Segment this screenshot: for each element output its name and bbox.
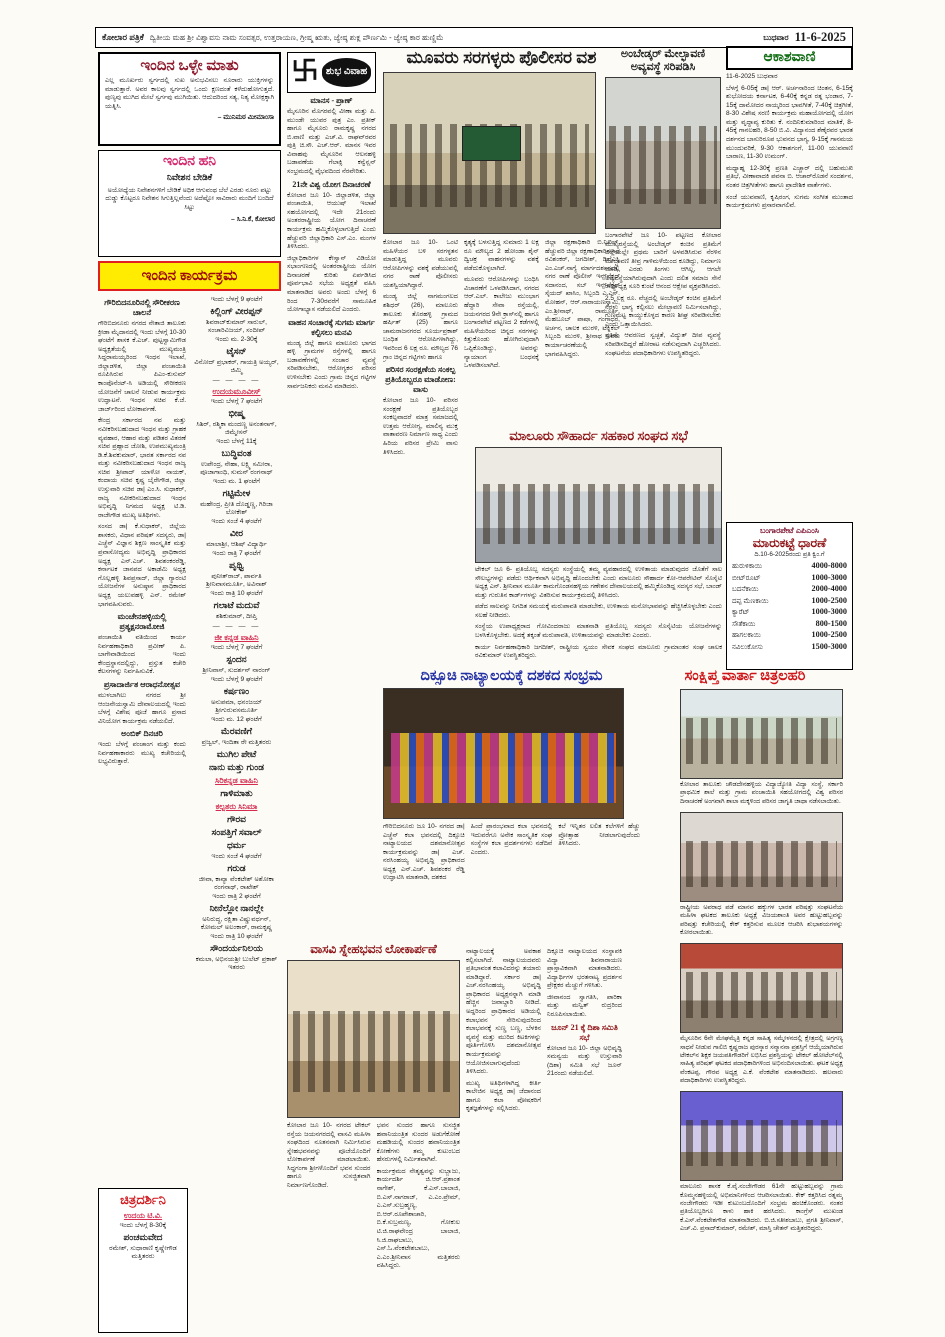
commodity-name: ಕ್ಯಾರೆಟ್ [732,609,750,616]
paper-name: ಕೋಲಾರ ಪತ್ರಿಕೆ [102,32,144,42]
listing-line: ಬುದ್ಧಿವಂತ [221,448,252,458]
almanac-line: ದ್ವಿತೀಯ ಮಹ ಶ್ರೀ ವಿಶ್ವಾವಸು ನಾಮ ಸಂವತ್ಸರ, ಉತ್ತರಾಯಣ, ಗ್ರೀಷ್ಮ ಋತು, ಜ್ಯೇಷ್ಠ ಶುಕ್ಲ ಪೌರ್ಣಮಿ - ಜ್ಯೇಷ್ಠ ಕಾರ ಹುಣ್ಣಿಮೆ [149,32,444,42]
listing-line: ರಮೇಶ್, ಸುಧಾರಾಣಿ ಕೃಷ್ಣೇಗೌಡ ಮತ್ತಿತರರು [109,1245,177,1260]
commodity-price-range: 1000-3000 [811,572,847,582]
swastika-icon [292,57,318,88]
good-words-box [98,52,281,146]
commodity-price-range: 1000-2500 [811,595,847,605]
listing-line: ಇಂದು ಸಂಜೆ 4 ಘಂಟೆಗೆ [211,518,262,525]
photo-caption: ಮೈಸೂರಿನ 6ನೇ ಮೇಘಮೈತ್ರಿ ಕನ್ನಡ ಸಾಹಿತ್ಯ ಸಮ್ಮೇಳನದಲ್ಲಿ ಕ್ಷೇತ್ರದಲ್ಲಿ ಅಗ್ರಗಣ್ಯ ಸಾಧನೆ ನೀಡುವ ಗಾಲಿಬಿ ಕೃಷ್ಣರಾಜ ಪುರಸ್ಕಾರ ಸನ್ಮಾನನಾ ಪ್ರಶಸ್ತಿಗೆ ಆಯ್ಕೆಯಾಗಿರುವ ಟೇಕಲ್‌ನ ಶಿಕ್ಷಕ ಜಯಪತಿಗೌಡರಿಗೆ ಲಭಿಸಿದ ಪ್ರಶಸ್ತಿಯನ್ನು ಟೇಕಲ್ ಹೋಟೆಲ್‌ನಲ್ಲಿ ಸಾಹಿತ್ಯ ಪರಿಷತ್ ಘಟಕದ ಪದಾಧಿಕಾರಿಗಳಿಂದ ಅಭಿನಂದಿಸಲಾಯಿತು. ಘಟಕ ಅಧ್ಯಕ್ಷ ವೆಂಕಟಪ್ಪ, ಗೌರವ ಅಧ್ಯಕ್ಷ ಎ.ಕೆ. ವೆಂಕಟೇಶ ಮಾತನಾಡಿದರು. ಹಲವಾರು ಪದಾಧಿಕಾರಿಗಳು ಉಪಸ್ಥಿತರಿದ್ದರು. [680,1035,843,1084]
article-heading: ಅಂಬಿಕ್ ದಿನಚರಿ [121,729,163,739]
radio-programme-line: ಸಂಜೆ ಯುವವಾಣಿ, ಕೃಷಿರಂಗ, ಸುಗಮ ಸಂಗೀತ ಮುಂತಾದ ಕಾರ್ಯಕ್ರಮಗಳು ಪ್ರಸಾರವಾಗಲಿವೆ. [726,193,853,210]
article-item [547,948,622,991]
programme-banner [98,261,281,291]
listing-line: ಮೆರವಣಿಗೆ [220,726,253,736]
listing-line: ಇಂದು ರಾತ್ರಿ 10 ಘಂಟೆಗೆ [210,933,263,940]
issue-date: 11-6-2025 [794,30,846,44]
article-paragraph: ಪಡೆದ ಸಾಲವನ್ನು ನಿಗದಿತ ಸಮಯಕ್ಕೆ ಮರುಪಾವತಿ ಮಾಡಬೇಕು, ಉಳಿತಾಯ ಮನೋಭಾವವನ್ನು ಹೆಚ್ಚಿಸಿಕೊಳ್ಳಬೇಕು ಎಂದು ಸಲಹೆ ನೀಡಿದರು. [475,603,722,619]
lower-col1 [466,948,541,1334]
dikshuchi-col2 [471,823,553,931]
article-item [383,397,458,457]
listing-line: ಕಿಲ್ಲಿಂಗ್ ವೀರಪ್ಪನ್ [210,306,263,316]
commodity-name: ನವಿಲುಕೋಸು [732,643,764,651]
article-item [98,298,186,318]
listing-line: ಶಶಿಕುಮಾರ್, ದೀಪ್ತಿ [215,613,258,620]
listing-line: ಇಂದು ರಾತ್ರಿ 2 ಘಂಟೆಗೆ [212,893,261,900]
photo-caption: ಮಾಲೂರು ಶಾಸಕ ಕೆ.ವೈ.ನಂಜೇಗೌಡರ 61ನೇ ಹುಟ್ಟುಹಬ್ಬವನ್ನು ಗ್ರಾಮ ಕೊಮ್ಮನಹಳ್ಳಿಯಲ್ಲಿ ಅಭಿಮಾನಿಗಳಿಂದ ಆಚರಿಸಲಾಯಿತು. ಕೇಕ್ ಕತ್ತರಿಸಿದ ರತ್ನಮ್ಮ ನಂಜೇಗೌಡರು ಇಡೀ ಕುಟುಂಬದೊಂದಿಗೆ ಸಂಭ್ರಮ ಹಂಚಿಕೊಂಡರು. ನಂತರ ಪ್ರತಿಯೊಬ್ಬರಿಗೂ ಕಾಳು ಹಾಕಿ ಹರಸಿದರು. ಕಾಂಗ್ರೆಸ್ ಮುಖಂಡ ಕೆ.ಎಸ್.ವೆಂಕಟೇಶಗೌಡ ಮಾತನಾಡಿದರು. ಬಿ.ಜಿ.ಸತೀಶಬಾಬು, ಪ್ರಗತಿ ಶ್ರೀನಿವಾಸ್, ಎಚ್.ವಿ. ಪ್ರಸಾದ್‌ಕುಮಾರ್, ರಮೇಶ್, ಮಾಸ್ತಿ ಚೇತನ್ ಮತ್ತಿತರರಿದ್ದರು. [680,1183,843,1232]
commodity-price-range: 4000-8000 [811,561,847,570]
shubha-vivaha-box [287,52,376,93]
listing-line: ಶ್ರೀನಿವಾಸ್, ಸುದರ್ಶನ್ ನಾರಂಗ್ [202,667,271,674]
chitradarshini-box [98,1188,188,1333]
commodity-price-range: 1000-3000 [811,607,847,616]
article-paragraph: ಕೇಂದ್ರ ಸರ್ಕಾರದ ನವ ಮತ್ತು ನವೀಕರಿಸಬಹುದಾದ ಇಂಧನ ಮತ್ತು ಗ್ರಾಹಕ ವ್ಯವಹಾರ, ಆಹಾರ ಮತ್ತು ಪಡಿತರ ವಿತರಣೆ ಸಚಿವ ಪ್ರಹ್ಲಾದ ಜೋಶಿ, ಉಪಮುಖ್ಯಮಂತ್ರಿ ಡಿ.ಕೆ.ಶಿವಕುಮಾರ್, ಭಾರತ ಸರ್ಕಾರದ ನವ ಮತ್ತು ನವೀಕರಿಸಬಹುದಾದ ಇಂಧನ ರಾಜ್ಯ ಸಚಿವ ಶ್ರೀಪಾದ್ ಯಾಳೋ ನಾಯಕ್, ಕಂದಾಯ ಸಚಿವ ಕೃಷ್ಣ ಬೈರೇಗೌಡ, ಜಿಲ್ಲಾ ಉಸ್ತುವಾರಿ ಸಚಿವ ಡಾ| ಎಂ.ಸಿ. ಸುಧಾಕರ್, ರಾಜ್ಯ ನವೀಕರಿಸಬಹುದಾದ ಇಂಧನ ಅಭಿವೃದ್ಧಿ ನಿಗಮದ ಅಧ್ಯಕ್ಷ ಟಿ.ಡಿ. ರಾಜೇಗೌಡ ಮುಖ್ಯ ಅತಿಥಿಗಳು. [98,417,186,519]
article-heading: ವಾಹನ ಸಂಚಾರಕ್ಕೆ ಸುಗಮ ಮಾರ್ಗ ಕಲ್ಪಿಸಲು ಮನವಿ [288,317,375,337]
listing-line: ಸ್ಪಂದನ [226,654,247,664]
article-paragraph: ಕಾರ್ಯಕ್ರಮದ ನೇತೃತ್ವವನ್ನು ಸುಬ್ಬಾಜು, ಕಾರ್ಯದರ್ಶಿ ಜಿ.ಆರ್.ಪ್ರಶಾಂತ ನಾಗೇಶ್, ಕೆ.ಎಸ್.ಬಾಲಾಜಿ, ಬಿ.ಎಸ್.ನಾಗರಾಜ್, ಎ.ಎಂ.ಪ್ರೇಮ್, ಎ.ಎಸ್.ಸುಬ್ರಹ್ಮಣ್ಯ, ಬಿ.ಆರ್.ರೂಪೇಶಾಚಾರಿ, ಬಿ.ಕೆ.ಸುಬ್ರಮಣ್ಯ, ಗೋಕುಲ ಟಿ.ಜಿ.ರಾಘವೇಂದ್ರ ಬಾಲಾಜಿ, ಸಿ.ಜಿ.ರಾಘಬಾಬು, ಎಸ್.ಓ.ವೆಂಕಟೇಶಬಾಬು, ಎ.ಎಂ.ಶ್ರೀನಿವಾಸ ಮತ್ತಿತರರು ವಹಿಸಿದ್ದರು. [376,1167,460,1270]
listing-line: ಸಿರಿಕನ್ನಡ ವಾಹಿನಿ [215,776,258,785]
market-row [732,561,847,571]
article-paragraph: ಕೋಲಾರ ಜೂ 10- ಪರಿಸರ ಸಂರಕ್ಷಣೆ ಪ್ರತಿಯೊಬ್ಬರ ಸಂಕಲ್ಪವಾದರೆ ಮಾತ್ರ ಸಮಾಜದಲ್ಲಿ ಉತ್ತಮ ಆರೋಗ್ಯ, ಮಾಲಿನ್ಯ ಮುಕ್ತ ವಾತಾವರಣ ನಿರ್ಮಾಣ ಸಾಧ್ಯ ಎಂದು ಹಿರಿಯ ಪರಿಸರ ಪ್ರೇಮಿ ವಾಸು ತಿಳಿಸಿದರು. [383,397,458,456]
article-paragraph: ಕೃತ್ಯಕ್ಕೆ ಬಳಸುತ್ತಿದ್ದ ಸುಮಾರು 1 ಲಕ್ಷ ರೂ ಮೌಲ್ಯದ 2 ಹೋಂಡಾ ಶೈನ್ ದ್ವಿಚಕ್ರ ವಾಹನಗಳನ್ನು ವಶಕ್ಕೆ ಪಡೆದುಕೊಳ್ಳಲಾಗಿದೆ. [464,239,539,272]
article-item [98,634,186,677]
market-org: ಬಂಗಾರಪೇಟೆ ಎಪಿಎಂಸಿ [759,526,820,535]
article-item [98,612,186,632]
article-item [547,1023,622,1043]
listing-line: ಶಿವರಾಜ್‌ಕುಮಾರ್ ಸಾರುಲ್, ಸಂಚಾರಿವಿಜಯ್, ಸಂದೀಪ್ [205,319,267,334]
photo-ambedkar-protest [605,77,721,229]
listing-line: ಗಟ್ಟಿಮೇಳ [222,488,251,498]
listing-line: — — — — [212,377,261,384]
commodity-price-range: 800-1500 [815,618,847,628]
radio-programme-line: ಬೆಳಗ್ಗೆ 6-05ಕ್ಕೆ ಡಾ| ಆರ್. ಅರ್ಚನಾರಿಂದ ಚಿಂತನ, 6-15ಕ್ಕೆ ಶುಭೋದಯ ಕರ್ನಾಟಕ, 6-40ಕ್ಕೆ ಕನ್ನಡ ರತ್ನ ಭಂಡಾರ, 7-15ಕ್ಕೆ ದಾಮೋದರ ನಾಯ್ಕರಿಂದ ಭಾವಗೀತೆ, 7-40ಕ್ಕೆ ಚಿತ್ರಗೀತೆ, 8-30 ವಿಶೇಷ ಸರಣಿ ಕಾರ್ಯಕ್ರಮ ಮಹಾಯೋಗದಲ್ಲಿ ಯೋಗ ಮತ್ತು ವೃದ್ಧಾಪ್ಯ ಕುರಿತು ಕೆ. ನಂದಿನಿಕುಮಾರಿಂದ ಮಾತಿಕೆ, 8-45ಕ್ಕೆ ಗಾನಲಹರಿ, 8-50 ಬಿ.ವಿ. ವಿದ್ಯಾನಂದ ಶೆಣೈರವರ ಭಾರತ ದರ್ಶನದ ಬಾಸುರಿರೂಪ ಭುವನದ ಭಾಗ್ಯ, 9-15ಕ್ಕೆ ಗಾನಮಯ ಮುಂದುವರಿಕೆ, 9-30 ಆಕಾಶಗಂಗೆ, 11-00 ಯುವವಾಣಿ ಬಾರಾಣ, 11-30 ಉಮಂಗ್. [726,84,853,161]
article-item [287,340,376,391]
market-row [732,573,847,583]
vasavi-section [287,942,460,1334]
article-item [547,1045,622,1079]
article-heading: 21ನೇ ವಿಶ್ವ ಯೋಗ ದಿನಾಚರಣೆ [292,179,371,189]
listing-line: ಉಪೇಂದ್ರ, ನೇಹಾ, ಲಕ್ಷ್ಮಿ ಸಮೀರಾ, ಪೂಜಾಗಾಂಧಿ, ಸುಮನ್ ರಂಗನಾಥ್ [200,461,273,476]
listing-line: ಇಂದು ರಾತ್ರಿ 10 ಘಂಟೆಗೆ [210,590,263,597]
article-item [287,180,376,190]
market-row [732,596,847,606]
listing-line: ಇಂದು ಮ. 12 ಘಂಟೆಗೆ [211,716,262,723]
vasavi-caption [287,1122,371,1327]
listing-line: ವಿನೋದ್ ಪ್ರಭಾಕರ್, ಗಾಯತ್ರಿ ಅಯ್ಯರ್, ಜಿಮ್ಮಿ [194,359,279,374]
shubha-vivaha-label: ಶುಭ ವಿವಾಹ [322,58,371,87]
ambedkar-headline: ಅಂಬೇಡ್ಕರ್ ಮೇಲ್ಛಾವಣಿ ಅವ್ಯವಸ್ಥೆ ಸರಿಪಡಿಸಿ [620,48,706,73]
listing-line: ವೀರ [229,528,244,538]
news-photo [680,1091,843,1181]
article-paragraph: ಸಂಸ್ಥೆಯ ಉಪಾಧ್ಯಕ್ಷರಾದ ಗೋವಿಂದರಾಜು ಮಾತನಾಡಿ ಪ್ರತಿಯೊಬ್ಬ ಸದಸ್ಯರು ಸೊಸೈಟಿಯ ಯೋಜನೆಗಳನ್ನು ಬಳಸಿಕೊಳ್ಳಬೇಕು. ಅದಕ್ಕೆ ತಕ್ಕಂತೆ ಮರುಪಾವತಿ, ಉಳಿತಾಯವನ್ನು ಮಾಡಬೇಕು ಎಂದರು. [475,623,722,640]
listing-line: ಮುಗಿಲ ಪೇಟೆ [216,749,257,759]
article-item [383,239,458,290]
listing-line: ಅನುಪಮಾ, ಧನಂಜಯ್ ಶ್ರೀಗುರುವಸಮೂರ್ತಿ [210,699,263,714]
tv-listings-col [192,295,281,1333]
main-story-col2 [464,239,539,415]
article-item [464,239,539,273]
main-headline: ಮೂವರು ಸರಗಳ್ಳರು ಪೊಲೀಸರ ವಶ [406,48,597,67]
hani-body: ಅಯೋಧ್ಯೆಯ ನಿವೇಶನಗಳಿಗೆ ಬೇಡಿಕೆ ಅಧಿಕ ಆಗುವಂಥ ಬೆಲೆ ಎರಡು ನೂರು ಪಟ್ಟು ದುಡ್ಡು ಕೊಟ್ಟರೂ ನಿವೇಶನ ಸಿಗುತ್ತಿಲ್ಲವೆಂದು ಅದೆಷ್ಟೋ ಸಾವಿರಾರು ಮಂದಿಗೆ ಬಂದಿದೆ ಸಿಟ್ಟು [105,186,274,212]
article-paragraph: ಮಂಡ್ಯ ಜಿಲ್ಲೆ ಹಾಗೂ ಮಾಲೂರು ಭಾಗದ ಹಳ್ಳಿ ಗ್ರಾಮಗಳ ರಸ್ತೆಗಳಲ್ಲಿ ಹಾಗೂ ಬಡಾವಣೆಗಳಲ್ಲಿ ಸಂಚಾರ ವ್ಯವಸ್ಥೆ ಸರಿಪಡಿಸಬೇಕು, ಆರೋಗ್ಯಕರ ಪರಿಸರ ಉಳಿಸಬೇಕು ಎಂದು ಗ್ರಾಮ ಚಿನ್ನದ ಗಟ್ಟಿಗಳ ಸಾರ್ವಜನಿಕರು ಮನವಿ ಮಾಡಿದರು. [287,339,376,390]
lower-col2 [547,948,622,1334]
article-item [287,255,376,315]
listing-line: ಇಂದು ಬೆಳಗ್ಗೆ 8-30ಕ್ಕೆ [119,1222,167,1229]
listing-line: ಸಂಪತ್ತಿಗೆ ಸವಾಲ್ [211,827,262,837]
article-paragraph: ನಾಟ್ಯಾಲಯಕ್ಕೆ ಅವಕಾಶ ಕಲ್ಪಿಸಲಾಗಿದೆ. ನಾಟ್ಯಾಲಯದವರು ಪ್ರತಿಭಾವಂತ ಕಲಾವಿದರನ್ನು ತಯಾರು ಮಾಡಿದ್ದಾರೆ. ಸರ್ಕಾರ ಡಾ| ಎಚ್.ನರಸಿಂಹಯ್ಯ ಅಭಿವೃದ್ಧಿ ಪ್ರಾಧಿಕಾರದ ಅಧ್ಯಕ್ಷನನ್ನಾಗಿ ಮಾಡಿ ಹೆಚ್ಚಿನ ಜವಾಬ್ದಾರಿ ನೀಡಿದೆ. ಅದ್ದರಿಂದ ಪ್ರಾಧಿಕಾರದ ಅಡಿಯಲ್ಲಿ ಕಲಾಭವನ ಸೇರಿಸುವುದರಿಂದ ಕಲಾಭವನಕ್ಕೆ ಸುಣ್ಣ ಬಣ್ಣ, ಬೆಳಕಿನ ವ್ಯವಸ್ಥೆ ಮತ್ತು ಮುರಿದ ಕಿಟಕಿಗಳನ್ನು ಪೂರ್ತಿಗೊಳಿಸಿ ದಶಮಾನೋತ್ಸವ ಕಾರ್ಯಕ್ರಮವನ್ನು ಆಯೋಜಿಸಲಾಗುವುದೆಂದು ತಿಳಿಸಿದರು. [466,948,541,1076]
listing-line: ಇಂದು ಬೆಳಗ್ಗೆ 7 ಘಂಟೆಗೆ [210,644,263,651]
photo-caption: ರಾಷ್ಟ್ರೀಯ ಅಪರಾಧ ಪಡೆ ಮಾನವ ಹಕ್ಕುಗಳ ಭಾರತ ಪರಿಷತ್ತು ಸಂಘಟನೆಯ ಮಹಿಳಾ ಘಟಕದ ತಾಲೂಕು ಅಧ್ಯಕ್ಷೆ ವಿಜಯಶಾಂತಿ ಅವರ ಹುಟ್ಟುಹಬ್ಬವನ್ನು ಪರಿಷತ್ತು ಕಚೇರಿಯಲ್ಲಿ ಕೇಕ್ ಕತ್ತರಿಸುವ ಮೂಲಕ ಆಚರಿಸಿ ಶುಭಾಶಯಗಳನ್ನು ಕೋರಲಾಯಿತು. [680,903,843,936]
news-photo-card [680,812,843,937]
listing-line: ಧರ್ಮ [226,840,247,850]
listing-line: ಇಂದು ಬೆಳಗ್ಗೆ 9 ಘಂಟೆಗೆ [210,296,263,303]
listing-line: ಉದಯ ಟಿ.ವಿ. [123,1211,163,1220]
listing-line: ಇಂದು ಸಂಜೆ 4 ಘಂಟೆಗೆ [211,853,262,860]
article-paragraph: ಮೂವರು ಆರೋಪಿಗಳನ್ನು ಬಂಧಿಸಿ ವಿಚಾರಣೆಗೆ ಒಳಪಡಿಸಿದಾಗ, ನಗರದ ಆರ್.ಎಲ್. ಕಾಲೇಜು ಮುಂಭಾಗ ಹೆದ್ದಾರಿ ಸೇವಾ ರಸ್ತೆಯಲ್ಲಿ, ಜಯನಗರದ 9ನೇ ಕ್ರಾಸ್‌ನಲ್ಲಿ ಹಾಗೂ ಬಂಗಾರಪೇಟೆ ಪಟ್ಟಣದ 2 ಕಡೆಗಳಲ್ಲಿ ಮಹಿಳೆಯರಿಂದ ಚಿನ್ನದ ಸರಗಳನ್ನು ಕಿತ್ತುಕೊಂಡು ಹೋಗಿರುವುದಾಗಿ ಒಪ್ಪಿಕೊಂಡಿದ್ದು, ಅವರನ್ನು ನ್ಯಾಯಾಂಗ ಬಂಧನಕ್ಕೆ ಒಳಪಡಿಸಲಾಗಿದೆ. [464,276,539,370]
article-paragraph: ಗೌರಿಬಿದನೂರು ಜೂ 10- ನಗರದ ಡಾ| ಎಚ್ಚೆನ್ ಕಲಾ ಭವನದಲ್ಲಿ ದಿಕ್ಸೂಚಿ ನಾಟ್ಯಾಲಯದ ದಶಮಾನೋತ್ಸವ ಕಾರ್ಯಕ್ರಮವನ್ನು ಡಾ| ಎಚ್. ನರಸಿಂಹಯ್ಯ ಅಭಿವೃದ್ಧಿ ಪ್ರಾಧಿಕಾರದ ಅಧ್ಯಕ್ಷ ಎನ್.ಎಚ್. ಶಿವಶಂಕರ ರೆಡ್ಡಿ ಉದ್ಘಾಟಿಸಿ ಮಾತನಾಡಿ, ದಶಕದ [383,823,465,882]
listing-line: ಇಂದು ಮ. 2-30ಕ್ಕೆ [215,336,258,343]
listing-line: ನಾನು ಮತ್ತು ಗುಂಡ [209,762,264,772]
article-paragraph: 2.5 ಲಕ್ಷ ರೂ. ವೆಚ್ಚದಲ್ಲಿ ಅಂಬೇಡ್ಕರ್ ಕಂಚಿನ ಪ್ರತಿಮೆಗೆ ನೆರಳು ಭಾಗ್ಯ ಕಲ್ಪಿಸಲು ಮೇಲ್ಛಾವಣಿ ನಿರ್ಮಿಸಲಾಗಿದ್ದು, ಗುಣಮಟ್ಟ ಕಾಯ್ದುಕೊಳ್ಳದ ಕಾರಣ ಶೀಘ್ರ ಸರಿಪಡಿಸಬೇಕು ಎಂದು ಒತ್ತಾಯಿಸಿದರು. [605,295,721,328]
vasavi-headline: ವಾಸವಿ ಸ್ನೇಹಭವನ ಲೋಕಾರ್ಪಣೆ [310,942,437,956]
article-item [98,729,186,739]
article-item [287,318,376,338]
article-paragraph: ಕೋಲಾರ ಜೂ 10- ಜಿಲ್ಲಾ ಅಭಿವೃದ್ಧಿ ಸಮನ್ವಯ ಮತ್ತು ಉಸ್ತುವಾರಿ (ದಿಶಾ) ಸಮಿತಿ ಸಭೆ ಜೂನ್ 21ರಂದು ನಡೆಯಲಿದೆ. [547,1044,622,1078]
commodity-price-range: 1500-3000 [811,641,847,651]
article-paragraph: ಗೌರಿಬಿದನೂರು ನಗರದ ನೇತಾಜಿ ತಾಲೂಕು ಕ್ರೀಡಾ ಮೈದಾನದಲ್ಲಿ ಇಂದು ಬೆಳಗ್ಗೆ 10-30 ಘಂಟೆಗೆ ಶಾಸಕ ಕೆ.ಎಚ್. ಪುಟ್ಟಸ್ವಾಮಿಗೌಡ ಅಧ್ಯಕ್ಷತೆಯಲ್ಲಿ ಮುಖ್ಯಮಂತ್ರಿ ಸಿದ್ದರಾಮಯ್ಯರಿಂದ ಇಂಧನ ಇಲಾಖೆ, ಜಿಲ್ಲಾಡಳಿತ, ಜಿಲ್ಲಾ ಪಂಚಾಯಿತಿ ರೂಪಿಸಿರುವ ಪಿಎಂ-ಕುಸುಮ್ ಕಾಂಪೊನೆಂಟ್-ಸಿ ಅಡಿಯಲ್ಲಿ ಸೌರೀಕರಣ ಯೋಜನೆಗೆ ಚಾಲನೆ ನೀಡುವ ಕಾರ್ಯಕ್ರಮ ಉದ್ಘಾಟನೆ. ಇಂಧನ ಸಚಿವ ಕೆ.ಜೆ. ಜಾರ್ಜ್‌ರಿಂದ ಲೋಕಾರ್ಪಣೆ. [98,320,186,413]
article-item [98,741,186,767]
article-paragraph: ಟೇಕಲ್ ಜೂ 6- ಪ್ರತಿಯೊಬ್ಬ ಸದಸ್ಯರು ಸಂಸ್ಥೆಯಲ್ಲಿ ತಮ್ಮ ವ್ಯವಹಾರದಲ್ಲಿ ಉಳಿತಾಯ ಮಾಡುವುದರ ಜೊತೆಗೆ ಸಾಲ ಸೌಲಭ್ಯಗಳನ್ನು ಪಡೆದು ಆರ್ಥಿಕವಾಗಿ ಅಭಿವೃದ್ಧಿ ಹೊಂದಬೇಕು ಎಂದು ಮಾಲೂರು ಸೌಹಾರ್ದ ಕೋ-ಆಪರೇಟಿವ್ ಸೊಸೈಟಿ ಅಧ್ಯಕ್ಷ ಎನ್. ಶ್ರೀನಿವಾಸ ಮೂರ್ತಿ ಕಾಮಗೊಂಡನಹಳ್ಳಿಯ ಗಣೇಶನ ದೇವಾಲಯದಲ್ಲಿ ಹಮ್ಮಿಕೊಂಡಿದ್ದ ಸದಸ್ಯರ ಸಭೆ, ಬಾಂಡ್ ಮತ್ತು ಗುರುತಿನ ಕಾರ್ಡ್‌ಗಳನ್ನು ವಿತರಿಸುವ ಕಾರ್ಯಕ್ರಮದಲ್ಲಿ ತಿಳಿಸಿದರು. [475,566,722,599]
article-paragraph: ಮೈಸೂರಿನ ಮೊಗರವಲ್ಲಿ ವೀಣಾ ಮತ್ತು ಪಿ. ಮುಂಡೇ ಯುವರ ಪುತ್ರ ಎಂ. ಪ್ರತೀಕ್ ಹಾಗೂ ಮೈಸೂರು ರಾಮಕೃಷ್ಣ ನಗರದ ಬಿ.ವಾಣಿ ಮತ್ತು ಎಚ್.ವಿ. ರಾಘವ್‌ರವರ ಪುತ್ರಿ ಚಿ.ಸೌ. ಎಚ್.ಆರ್. ಮಾನಸ ಇವರ ವಿವಾಹವು ಮೈಸೂರಿನ ಆಲನಹಳ್ಳಿ ಬಡಾವಣೆಯ ಗೆಲಾಕ್ಸಿ ಕನ್ವೆನ್ಷನ್ ಸಂಭ್ರಮದಲ್ಲಿ ವೈಭವದಿಂದ ನೆರವೇರಿತು. [287,108,376,176]
radio-programme-line: 11-6-2025 ಬುಧವಾರ [726,73,778,80]
malur-headline: ಮಾಲೂರು ಸೌಹಾರ್ದ ಸಹಕಾರ ಸಂಘದ ಸಭೆ [509,428,688,443]
market-title: ಮಾರುಕಟ್ಟೆ ಧಾರಣೆ [752,536,827,550]
radio-programme-line: ಮಧ್ಯಾಹ್ನ 12-30ಕ್ಕೆ ಪ್ರಣತಿ ಎಚ್ಚಾರ್ ದಲ್ಲಿ ಬಹುಮುಖಿ ಪ್ರತಿಭೆ, ವೀಣಾವಾದಕಿ ಪವನಾ ಬಿ. ಆಚಾರ್‌ರೊಡನೆ ಸಂದರ್ಶನ, ನಂತರ ಚಿತ್ರಗೀತೆಗಳು ಹಾಗೂ ಪ್ರಾದೇಶಿಕ ವಾರ್ತೆಗಳು. [726,164,853,189]
listing-line: ಸೌಂದರ್ಯನಿಲಯ [210,943,263,953]
market-row [732,630,847,640]
commodity-name: ಹುರುಳಿಕಾಯಿ [732,563,762,570]
sankshipta-headline: ಸಂಕ್ಷಿಪ್ತ ವಾರ್ತಾ ಚಿತ್ರಲಹರಿ [684,668,806,684]
akashavani-title: ಆಕಾಶವಾಣಿ [763,50,816,65]
article-item [287,192,376,252]
market-row [732,607,847,617]
vasavi-side-col [377,1122,461,1327]
listing-line: ಮಹೇಂದ್ರ, ಪ್ರೀತಿ ದೊಡ್ಡಣ್ಣ, ಗಿರಿಜಾ ಲೋಕೇಶ್ [200,501,273,516]
main-story-col1 [383,239,458,643]
commodity-name: ದಪ್ಪ ಮೆಣಕಾಯಿ [732,597,769,605]
listing-line: — — — — [212,623,261,630]
dikshuchi-headline: ದಿಕ್ಸೂಚಿ ನಾಟ್ಯಾಲಯಕ್ಕೆ ದಶಕದ ಸಂಭ್ರಮ [420,668,603,684]
article-item [98,320,186,414]
good-words-title: ಇಂದಿನ ಒಳ್ಳೇ ಮಾತು [140,58,239,74]
listing-line: ಕರ್ಷಣಂ [223,686,250,696]
news-photo-card [680,1091,843,1233]
listing-line: ಗಲಾಟೆ ಮದುವೆ [213,600,260,610]
listing-line: ಭೀಷ್ಮ [228,408,245,418]
good-words-credit: – ಮುನಿಮಠ ಮೀಮಾಂಸಾ [217,114,274,122]
listing-line: ಇಂದು ಬೆಳಗ್ಗೆ 7 ಘಂಟೆಗೆ [210,398,263,405]
listing-line: ಗಾಳಿಮಾತು [220,788,253,798]
market-row [732,619,847,629]
article-item [98,523,186,609]
weekday: ಬುಧವಾರ [763,32,789,42]
listing-line: ಗೌರವ [227,814,246,824]
article-paragraph: ಕೋಲಾರ ಜೂ 10- ಜಿಲ್ಲಾಡಳಿತ, ಜಿಲ್ಲಾ ಪಂಚಾಯಿತಿ, ಆಯುಷ್ ಇಲಾಖೆ ಸಹಯೋಗದಲ್ಲಿ ಇದೇ 21ರಂದು ಅಂತರರಾಷ್ಟ್ರೀಯ ಯೋಗ ದಿನಾಚರಣೆ ಕಾರ್ಯಕ್ರಮ ಹಮ್ಮಿಕೊಳ್ಳಲಾಗುತ್ತಿದೆ ಎಂದು ಹೆಚ್ಚುವರಿ ಜಿಲ್ಲಾಧಿಕಾರಿ ಎಸ್.ಎಂ. ಮಂಗಳ ತಿಳಿಸಿದರು. [287,191,376,251]
hani-credit: – ಸಿ.ನಿ.ಕೆ, ಕೋಲಾರ [231,215,275,223]
article-paragraph: ಮಂಡ್ಯ ಜಿಲ್ಲೆ ನಾಗಮಂಗಲದ ಶಶಿಧರ್ (26), ಮಾಲೂರು ತಾಲೂಕು ತೊರಹಳ್ಳಿ ಗ್ರಾಮದ ಹರ್ಷಿತ್ (25) ಹಾಗೂ ಚಾಮರಾಜನಗರದ ಸೂರ್ಯಪ್ರಕಾಶ್ ಬಂಧಿತ ಆರೋಪಿಗಳಾಗಿದ್ದು, ಇವರಿಂದ 6 ಲಕ್ಷ ರೂ. ಮೌಲ್ಯದ 76 ಗ್ರಾಂ ಚಿನ್ನದ ಗಟ್ಟಿಗಳು ಹಾಗೂ [383,293,458,361]
article-paragraph: ಇಂದು ಬೆಳಗ್ಗೆ ಪಂಚಾಂಗ ಮತ್ತು ಕಂದು ನಿರ್ವಹಣಾಕಾರರು ಮುಖ್ಯ ಕಚೇರಿಯಲ್ಲಿ ಲಭ್ಯವಿರುತ್ತಾರೆ. [98,741,186,766]
listing-line: ಪ್ರಜ್ವಲ್, ಇಂದಿತಾ ರೇ ಮತ್ತಿತರರು [201,739,272,746]
market-row [732,584,847,594]
article-item [98,680,186,690]
good-words-body: ಎಲ್ಲ ಮೂರ್ಖರು ಸ್ವರ್ಗದಲ್ಲಿ ಸುಖ ಅನುಭವಿಸಲು ನೂರಾರು ಯುಕ್ತಿಗಳನ್ನು ಮಾಡುತ್ತಾರೆ. ಅವರ ಕಾಲವು ಸ್ವರ್ಗದಲ್ಲಿ ಒಂದು ಕ್ಷಣದಂತೆ ಕಳೆದುಹೋಗುತ್ತದೆ. ಪುಣ್ಯವು ಮುಗಿದ ಮೇಲೆ ಸ್ವರ್ಗವು ಮುಗಿಯಿತು. ಆದುದರಿಂದ ಸತ್ಯ, ನಿತ್ಯ ಮೋಕ್ಷಕ್ಕಾಗಿ ಯತ್ನಿಸಿ. [105,77,274,110]
article-paragraph: ಜಿಲ್ಲಾ ರಕ್ಷಣಾಧಿಕಾರಿ ಬಿ.ನಿಖಿಲ್, ಹೆಚ್ಚುವರಿ ಜಿಲ್ಲಾ ರಕ್ಷಣಾಧಿಕಾರಿಗಳಾದ ರವಿಶಂಕರ್, ಜಗದೀಶ್, ಡಿವೈಎಸ್ಪಿ ಎಂ.ಎಚ್.ನಾಗ್ಯೆ ಮಾರ್ಗದರ್ಶನದಲ್ಲಿ ನಗರ ಠಾಣೆ ಪೊಲೀಸ್ ಇನ್ಸ್‌ಪೆಕ್ಟರ್ ಸದಾನಂದ, ಸಬ್ ಇನ್ಸ್‌ಪೆಕ್ಟರ್ ಸೈಯದ್ ಖಾಸಿಂ, ಸಿಬ್ಬಂದಿ ಎ.ಎಸ್. ಮೋಹನ್, ಆರ್.ನಾರಾಯಣಸ್ವಾಮಿ, ಎಂ.ಶ್ರೀನಾಥ್, ರಾಮೂರ್ತಿ, ಮೆಹಬೂಬ್ ಪಾಷಾ, ಗಂಗಾಧರ, ಅರ್ಚನ, ಚಾಲಕ ಮುರಳಿ, ಟೆಕ್ನಿಕಲ್ ಸಿಬ್ಬಂದಿ ಮುರಳಿ, ಶ್ರೀನಾಥ ಅವರು ಕಾರ್ಯಾಚರಣೆಯಲ್ಲಿ ಭಾಗವಹಿಸಿದ್ದರು. [545,239,620,358]
programme-banner-label: ಇಂದಿನ ಕಾರ್ಯಕ್ರಮ [141,268,238,284]
commodity-name: ಬೀಟ್‌ರೂಟ್ [732,574,761,582]
article-paragraph: ಸಂಸದ ಡಾ| ಕೆ.ಸುಧಾಕರ್, ಜಿಲ್ಲೆಯ ಶಾಸಕರು, ವಿಧಾನ ಪರಿಷತ್ ಸದಸ್ಯರು, ಡಾ| ಎಚ್ಚೆನ್ ವಿಜ್ಞಾನ ಶಿಕ್ಷಣ ಸಾಂಸ್ಕೃತಿಕ ಮತ್ತು ಪ್ರವಾಸೋದ್ಯಮ ಅಭಿವೃದ್ಧಿ ಪ್ರಾಧಿಕಾರದ ಅಧ್ಯಕ್ಷ ಎನ್.ಎಚ್. ಶಿವಶಂಕರರೆಡ್ಡಿ, ಕರ್ನಾಟಕ ಜಾನಪದ ಅಕಾಡೆಮಿ ಅಧ್ಯಕ್ಷ ಗೊಲ್ಲಹಳ್ಳಿ ಶಿವಪ್ರಸಾದ್, ಜಿಲ್ಲಾ ಗ್ಯಾರಂಟಿ ಯೋಜನೆಗಳ ಅನುಷ್ಠಾನ ಪ್ರಾಧಿಕಾರದ ಅಧ್ಯಕ್ಷ ಯಲುವಹಳ್ಳಿ ಎನ್. ರಮೇಶ್ ಭಾಗವಹಿಸುವರು. [98,523,186,608]
akashavani-body [726,73,853,513]
listing-line: ಗರುಡ [227,863,246,873]
article-item [466,948,541,1077]
article-item [466,1080,541,1114]
article-paragraph: ಭವನ ಸುಂದರ ಹಾಗೂ ಸುಸಜ್ಜಿತ ಹವಾನಿಯಂತ್ರಿತ ಸುಂದರ ಅಡುಗೆಕೋಣೆ ಮಹಡಿಯಲ್ಲಿ ಸುಂದರ ಹವಾನಿಯಂತ್ರಿತ ಕೋಣೆಗಳು ತಮ್ಮ ಕುಟುಂಬದ ಹೆಸರುಗಳಲ್ಲಿ ನಿರ್ಮಿತವಾಗಿವೆ. [376,1122,460,1164]
column-two [287,52,376,940]
listing-line: ಮಾಲಾಶ್ರೀ, ಆಶಿಷ್ ವಿದ್ಯಾರ್ಥಿ [206,541,267,548]
article-paragraph: ಕಾರ್ಯ ನಿರ್ವಹಣಾಧಿಕಾರಿ ಜಗದೀಶ್, ರಾಷ್ಟ್ರೀಯ ಸ್ವಯಂ ಸೇವಕ ಸಂಘದ ಮಾಲೂರು ಗ್ರಾಮಾಂತರ ಸಂಘ ಚಾಲಕ ರವಿಕುಮಾರ್ ಉಪಸ್ಥಿತರಿದ್ದರು. [475,643,722,660]
market-table [726,522,853,670]
article-paragraph: ಜೀವಾನಂದ ಸ್ವಾಗತಿಸಿ, ಪಾರಿಕಾ ಮತ್ತು ಮನ್ವಿತ್ ರುದ್ರರಿಂದ ನಿರೂಪಿಸಲಾಯಿತು. [547,993,622,1019]
listing-line: ಪುನೀತ್‌ರಾಜ್, ಪಾರ್ವತಿ ಶ್ರೀನಿವಾಸಮೂರ್ತಿ, ಅವಿನಾಶ್ [206,573,267,588]
photo-caption: ಕೋಲಾರ ಜೂ 10- ನಗರದ ಟೇಕಲ್ ರಸ್ತೆಯ ಜಯನಗರದಲ್ಲಿ ವಾಸವಿ ಮಹಿಳಾ ಸಂಘದಿಂದ ನೂತನವಾಗಿ ನಿರ್ಮಿಸಿರುವ ಸ್ನೇಹಭವನವನ್ನು ಪೂಜೆಯೊಂದಿಗೆ ಲೋಕಾರ್ಪಣೆ ಮಾಡಲಾಯಿತು. ಸಿದ್ಧಗಂಗಾ ಶ್ರೀಗಳೊಂದಿಗೆ ಭವನ ಸುಂದರ ಹಾಗೂ ಸುಸಜ್ಜಿತವಾಗಿ ನಿರ್ಮಾಣಗೊಂಡಿದೆ. [287,1122,371,1190]
article-paragraph: ಮುಳಬಾಗಿಲು ನಗರದ ಶ್ರೀ ಆಂಜನೇಯಸ್ವಾಮಿ ದೇವಾಲಯದಲ್ಲಿ ಇಂದು ಬೆಳಗ್ಗೆ ವಿಶೇಷ ಪೂಜೆ ಹಾಗೂ ಪ್ರಸಾದ ವಿನಿಯೋಗ ಕಾರ್ಯಕ್ರಮ ನಡೆಯಲಿದೆ. [98,691,186,725]
masthead [95,27,853,48]
article-paragraph: ಜಿಲ್ಲಾಧಿಕಾರಿಗಳ ಕೇಸ್ವಾನ್ ವಿಡಿಯೋ ಸಭಾಂಗಣದಲ್ಲಿ ಅಂತರರಾಷ್ಟ್ರೀಯ ಯೋಗ ದಿನಾಚರಣೆ ಕುರಿತು ಏರ್ಪಡಿಸಿದ ಪೂರ್ವಭಾವಿ ಸಭೆಯ ಅಧ್ಯಕ್ಷತೆ ವಹಿಸಿ ಮಾತನಾಡಿದ ಅವರು ಅಂದು ಬೆಳಗ್ಗೆ 6 ರಿಂದ 7-30ರವರೆಗೆ ಸಾಮೂಹಿಕ ಯೋಗಾಭ್ಯಾಸ ನಡೆಯಲಿದೆ ಎಂದರು. [287,254,376,314]
article-heading: ಪ್ರಸಾದಾರ್ಜಿತ ಆರಾಧನೋತ್ಸವ [103,679,181,689]
sankshipta-section [645,668,845,1334]
listing-line: ನೀನೆಲ್ಲೋ ನಾನಲ್ಲೇ [209,903,264,913]
listing-line: ಪೃಥ್ವಿ [229,560,244,570]
dikshuchi-col3 [558,823,640,931]
listing-line: ಕಮಲಾ, ಅಭಿನಯಶ್ರೀ ಬುಲೆಟ್ ಪ್ರಕಾಶ್ ಇತರರು [195,956,278,971]
sankshipta-cards [680,689,843,1329]
news-photo [680,812,843,902]
article-item [98,692,186,726]
news-photo [680,943,843,1033]
article-heading: ಜೂನ್ 21 ಕ್ಕೆ ದಿಶಾ ಸಮಿತಿ ಸಭೆ [551,1022,618,1042]
article-item [98,417,186,520]
listing-line: ಇಂದು ಬೆಳಗ್ಗೆ 9 ಘಂಟೆಗೆ [210,676,263,683]
dikshuchi-section [383,668,640,942]
listing-line: ಜೀ ಕನ್ನಡ ವಾಹಿನಿ [214,633,259,642]
market-row [732,642,847,652]
akashavani-section [726,46,853,522]
listing-line: ಇಂದು ಬೆಳಗ್ಗೆ 11ಕ್ಕೆ [216,438,257,445]
listing-line: ಟೈಸನ್ [226,346,247,356]
article-heading: ಮಾನಸ - ಪ್ರಾಣ್ [310,96,353,105]
listing-line: ಉದಯಮೂವೀಸ್ [212,387,261,396]
article-paragraph: ಪ್ರತಿಮೆ ಆವರಣದ ಸ್ವಚ್ಛತೆ, ವಿದ್ಯುತ್ ದೀಪ ವ್ಯವಸ್ಥೆ ಸರಿಪಡಿಸದಿದ್ದರೆ ಹೋರಾಟ ನಡೆಸುವುದಾಗಿ ಎಚ್ಚರಿಸಿದರು. ಸಂಘಟನೆಯ ಪದಾಧಿಕಾರಿಗಳು ಉಪಸ್ಥಿತರಿದ್ದರು. [605,332,721,357]
article-heading: ಮಂಚೇನಹಳ್ಳಿಯಲ್ಲಿ ಪ್ರತ್ಯಕ್ಷನರಾಮೋಜಿ [117,612,167,632]
commodity-price-range: 2000-4000 [811,584,847,593]
listing-line: ಪಂಚಮವೇದ [123,1232,163,1242]
commodity-price-range: 1000-2500 [811,630,847,639]
article-item [464,276,539,370]
hani-title: ಇಂದಿನ ಹನಿ [162,154,217,169]
article-item [547,994,622,1020]
listing-line: ಇಂದು ರಾತ್ರಿ 7 ಘಂಟೆಗೆ [212,550,261,557]
article-paragraph: ಹಿಂದೆ ಪ್ರಾರಂಭವಾದ ಕಲಾ ಭವನದಲ್ಲಿ ಇದುವರೆಗೂ ಅನೇಕ ಸಾಂಸ್ಕೃತಿಕ ಸಂಘ ಸಂಸ್ಥೆಗಳ ಕಲಾ ಪ್ರದರ್ಶನಗಳು ನಡೆದಿವೆ ಎಂದರು. [470,823,553,856]
article-item [287,96,376,106]
programme-col-left [98,295,186,1183]
photo-vasavi-inauguration [287,960,460,1118]
article-paragraph: ದಿಕ್ಸೂಚಿ ನಾಟ್ಯಾಲಯದ ಸಂಸ್ಥಾಪಕಿ ವಿದ್ಯಾ ಶಿವನಾರಾಯಣ ಪ್ರಾಸ್ತಾವಿಕವಾಗಿ ಮಾತನಾಡಿದರು. ವಿದ್ಯಾರ್ಥಿಗಳ ಭರತನಾಟ್ಯ ಪ್ರದರ್ಶನ ಪ್ರೇಕ್ಷಕರ ಮೆಚ್ಚುಗೆ ಗಳಿಸಿತು. [547,948,622,990]
commodity-name: ಸೌತೆಕಾಯಿ [732,620,756,628]
news-photo-card [680,689,843,806]
photo-caption: ಕೋಲಾರ ತಾಲೂಕು ಚೌಡದೇನಹಳ್ಳಿಯ ವಿದ್ಯಾಜ್ಯೋತಿ ವಿದ್ಯಾ ಸಂಸ್ಥೆ, ಸರ್ಕಾರಿ ಪ್ರಾಥಮಿಕ ಶಾಲೆ ಮತ್ತು ಗ್ರಾಮ ಪಂಚಾಯಿತಿ ಸಹಯೋಗದಲ್ಲಿ ವಿಶ್ವ ಪರಿಸರ ದಿನಾಚರಣೆ ಅಂಗವಾಗಿ ಶಾಲಾ ಮಕ್ಕಳಿಂದ ಪರಿಸರ ಜಾಗೃತಿ ಜಾಥಾ ನಡೆಸಲಾಯಿತು. [680,781,843,805]
ambedkar-body [605,232,721,657]
article-paragraph: ಕೋಲಾರ ಜೂ 10- ಒಂಟಿ ಮಹಿಳೆಯರ ಬಳಿ ಸರಗಳ್ಳತನ ಮಾಡುತ್ತಿದ್ದ ಮೂವರು ಆರೋಪಿಗಳನ್ನು ವಶಕ್ಕೆ ಪಡೆಯುವಲ್ಲಿ ನಗರ ಠಾಣೆ ಪೊಲೀಸರು ಯಶಸ್ವಿಯಾಗಿದ್ದಾರೆ. [383,239,458,289]
article-heading: ಪರಿಸರ ಸಂರಕ್ಷಣೆಯ ಸಂಕಲ್ಪ ಪ್ರತಿಯೊಬ್ಬರೂ ಮಾಡೋಣ: ವಾಸು [385,365,456,395]
hani-subtitle: ನಿವೇಶನ ಬೇಡಿಕೆ [166,172,213,182]
hani-box [98,150,281,257]
article-heading: ಗೌರಿಬಿದನೂರಿನಲ್ಲಿ ಸೌರೀಕರಣ ಚಾಲನೆ [104,298,180,317]
article-item [287,108,376,177]
commodity-name: ಬದನೆಕಾಯಿ [732,586,759,593]
article-item [383,365,458,395]
market-note: ದಿ.10-6-2025ರಂದು ಪ್ರತಿ ಕ್ವಿಂ.ಗೆ [754,551,825,558]
article-paragraph: ಕಲೆ ಇನ್ನಿತರ ಲಲಿತ ಕಲೆಗಳಿಗೆ ಹೆಚ್ಚು ಪ್ರೋತ್ಸಾಹ ನೀಡಲಾಗುವುದೆಂದು ತಿಳಿಸಿದರು. [558,823,641,848]
article-item [383,293,458,362]
news-photo [680,689,843,779]
listing-line: ಜೀವಾ, ಕಾವ್ಯಾ ವೆಂಕಟೇಶ್ ಅಶೋಕಾ ರಂಗನಾಥ್, ರಾಖೇಶ್ [198,876,275,891]
article-paragraph: ಮುಖ್ಯ ಅತಿಥಿಗಳಾಗಿದ್ದ ಕೀರ್ತಿ ಕಾಲೇಜಿನ ಅಧ್ಯಕ್ಷ ಡಾ| ಜೆದಾನಂದ ಹಾಗೂ ಕಲಾ ಪೋಷಕರಿಗೆ ಕೃತಜ್ಞತೆಗಳನ್ನು ಸಲ್ಲಿಸಿದರು. [466,1079,541,1113]
lower-middle-cols [466,948,622,1334]
dikshuchi-col1 [383,823,465,931]
listing-line: ಸಿಶಿರ್, ರಶ್ಮಿಕಾ ಮಂದಣ್ಣ ಅನಂತನಾಗ್, ಜಿಮ್ಮೇಸನ್ [196,421,277,436]
commodity-name: ಹಾಗಲಕಾಯಿ [732,632,761,639]
photo-dance-stage [383,688,624,819]
article-paragraph: ಪಂಚಾಯಿತಿ ವತಿಯಿಂದ ಕಾರ್ಯ ನಿರ್ವಹಣಾಧಿಕಾರಿ ಪ್ರವೀಣ್ ಪಿ. ಬಾಗೇವಾಡಿಯಿಂದ ಇಂದು ಕೇಂದ್ರಸ್ಥಾನದಲ್ಲಿದ್ದು, ಪ್ರಸ್ತುತ ಕಚೇರಿ ಕೆಲಸಗಳನ್ನು ನಿರ್ವಹಿಸುವಿಕೆ. [98,634,186,676]
article-paragraph: ಬಂಗಾರಪೇಟೆ ಜೂ 10- ಪಟ್ಟಣದ ಕೋಲಾರ ಮುಖ್ಯರಸ್ತೆಯಲ್ಲಿ ಅಂಬೇಡ್ಕರ್ ಕಂಚಿನ ಪ್ರತಿಮೆಗೆ ಜಿಲ್ಲೆಯಲ್ಲೇ ಪ್ರಥಮ ಬಾರಿಗೆ ಅಳವಡಿಸಿರುವ ನೆರಳಿನ ಮೇಲ್ಛಾವಣಿ ತೀವ್ರ ಗಾಳಿಮಳೆಯಿಂದ ಕೂಡಿದ್ದು, ನಿರ್ಮಾಣ ಮಾಡಿ ಎರಡು ತಿಂಗಳು ಆಗಿಲ್ಲ, ಆಗಲೇ ಅವ್ಯವಸ್ಥೆಯಾಗಿರುವುದಾಗಿ ಎಂದು ದಲಿತ ಸಮಾಜ ಸೇನೆ ರಾಜ್ಯಾಧ್ಯಕ್ಷ ಸೂರಿ ಕುಂಟೆ ಆನಂದ ಆಕ್ಷೇಪ ವ್ಯಕ್ತಪಡಿಸಿದರು. [605,232,721,291]
listing-line: ಕಲ್ಪತರು ಸಿನಿಮಾ [215,802,258,811]
news-photo-card [680,943,843,1085]
chitradarshini-title: ಚಿತ್ರದರ್ಶಿನಿ [120,1192,166,1207]
listing-line: ಇಂದು ಮ. 1 ಘಂಟೆಗೆ [212,478,261,485]
photo-police-seizure [383,72,596,234]
ambedkar-section [605,48,721,664]
market-rows [732,561,847,652]
listing-line: ಅನಿರುದ್ಧ, ರಕ್ಷಿತಾ ವಿಷ್ಣುವರ್ಧನ್, ಕೋಮಲ್ ಅಲಂಕಾರ್, ರಾಮಕೃಷ್ಣ [200,916,273,931]
